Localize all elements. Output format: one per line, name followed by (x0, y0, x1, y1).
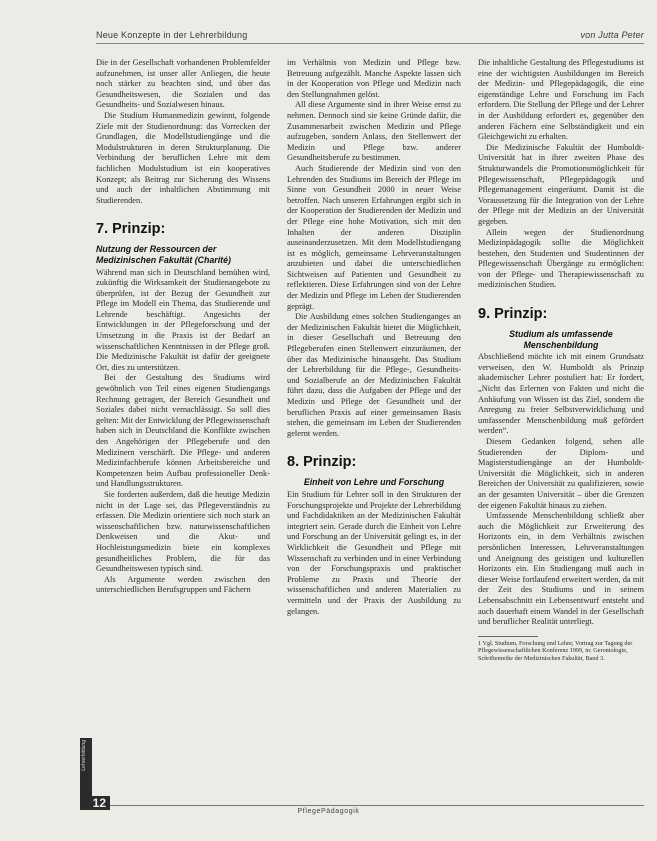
header-divider (96, 43, 644, 44)
running-head-left: Neue Konzepte in der Lehrerbildung (96, 30, 248, 40)
footnote-divider (478, 636, 538, 637)
paragraph: Ein Studium für Lehrer soll in den Strukturen der Forschungsprojekte und Projekte der Lehrerbildung und Fachdidaktiken an der Medizinischen Fakultät integriert sein. Gerade durch die Einheit von Lehre und Forschung an der Universität gelingt es, in der Wirklichkeit die Gesundheit und Pflege mit Wissenschaft zu verbinden und in einer Verbindung von der Forschungspraxis und praktischer Probleme zu Praxis und Theorie der wissenschaftlichen und anderen Materialien zu vermitteln und der Praxis der Ausbildung zu gelangen. (287, 489, 461, 616)
running-head-right: von Jutta Peter (580, 30, 644, 40)
paragraph: Sie forderten außerdem, daß die heutige Medizin nicht in der Lage sei, das Pflegeverständnis zu erfassen. Die Medizin orientiere sich noch stark an wissenschaftlichen bzw. naturwissenschaftlichen Denkweisen und die Akut- und Hochleistungsmedizin biete ein komplexes gesundheitliches Problem, die für das Gesundheitswesen typisch sind. (96, 489, 270, 574)
paragraph: All diese Argumente sind in ihrer Weise ernst zu nehmen. Dennoch sind sie keine Gründe dafür, die Zusammenarbeit zwischen Medizin und Pflege aufzugeben, sondern Anlass, den Stellenwert der Medizin und Pflege bzw. anderer Gesundheitsberufe zu bestimmen. (287, 100, 461, 163)
paragraph: Bei der Gestaltung des Studiums wird gewöhnlich von Teil eines eigenen Studiengangs Rechnung getragen, der Bereich Gesundheit und Soziales dabei nicht vernachlässigt. So soll dies gelten: Mit der Entwicklung der Pflegewissenschaft haben sich in Deutschland die Konflikte zwischen den Angehörigen der Pflegeberufe und den Medizinern verschärft. Die Pflege- und anderen Medizinfachberufe können Arbeitsbereiche und Kompetenzen beim Aufbau professioneller Denk- und Handlungsstrukturen. (96, 373, 270, 489)
paragraph: Allein wegen der Studienordnung Medizinpädagogik sollte die Möglichkeit bestehen, den Studenten und Studentinnen der Pflegewissenschaft Übergänge zu ermöglichen: von der Pflege- und Therapiewissenschaft zu medizinischen Studien. (478, 227, 644, 290)
section-subheading-9: Studium als umfassende Menschenbildung (509, 329, 613, 350)
text-column-1 (96, 58, 270, 801)
paragraph: Die Medizinische Fakultät der Humboldt-Universität hat in ihrer zweiten Phase des Strukturwandels die Promotionsmöglichkeit für Pflegewissenschaft, Pflegepädagogik und Pflegemanagement eingeräumt. Damit ist die Voraussetzung für die Integration von der Lehre der Pflege mit der Medizin an der Universität gegeben. (478, 142, 644, 226)
running-head (96, 30, 644, 44)
section-heading-7: 7. Prinzip: (96, 221, 166, 238)
section-heading-9: 9. Prinzip: (478, 306, 548, 323)
paragraph: Die inhaltliche Gestaltung des Pflegestudiums ist eine der wichtigsten Ausbildungen im Bereich der Medizin- und Pflegepädagogik, die eine eigenständige Lehre und Forschung im Fach erfordern. Die Stellung der Pflege und der Lehrer in der Ausbildung erfordert es, gegenüber den anderen Fächern eine Selbständigkeit und ein Gleichgewicht zu erhalten. (478, 58, 644, 142)
side-tab (80, 738, 92, 796)
paragraph: Während man sich in Deutschland bemühen wird, zukünftig die Wirksamkeit der Studienangebote zu überprüfen, ist der Bezug der Gesundheit zur Pflege im Modell ein Thema, das Studierende und Lehrende beschäftigt. Angesichts der Entwicklungen in der Pflegeforschung und der Umsetzung in die Praxis ist der Bedarf an wissenschaftlichen Kenntnissen in der Pflege groß. Die Medizinische Fakultät ist dafür der geeignete Ort, dies zu unterstützen. (96, 267, 270, 372)
side-tab-label: Lehrerbildung (81, 740, 87, 771)
footer-divider (110, 805, 644, 806)
text-column-2 (287, 58, 461, 801)
page-number: 12 (80, 796, 110, 810)
paragraph: Umfassende Menschenbildung schließt aber auch die Möglichkeit zur Erweiterung des Horizonts ein, in dem Verhältnis zwischen persönlichen Interessen, Lehrveranstaltungen und Aneignung des geistigen und kulturellen Horizonts ein. Ein Studiengang muß auch in dieser Weise fortlaufend erweitert werden, da mit der Zeit des Studiums und in seinem Lebensabschnitt ein Lebensentwurf entsteht und auch dauerhaft einem Wandel in der Gesellschaft und beruflicher Realität unterliegt. (478, 511, 644, 627)
paragraph: Auch Studierende der Medizin sind von den Lehrenden des Studiums im Bereich der Pflege im Sinne von Gesundheit 2000 in neuer Weise betroffen. Nach unseren Erfahrungen ergibt sich in der Kooperation der Studierenden der Medizin und der Pflege eine hohe Motivation, sich mit den Inhalten der anderen Disziplin auseinanderzusetzen. Mit dem Modellstudiengang ist es möglich, gemeinsame Lehrveranstaltungen anzubieten und dabei die unterschiedlichen Sichtweisen auf Patienten und Gesundheit zu reflektieren. Diese Erfahrungen sind von der Lehre der Medizin und Pflege im Leben der Studierenden geprägt. (287, 163, 461, 311)
paragraph: Die Studium Humanmedizin gewinnt, folgende Ziele mit der Studienordnung: das Vorrecken der Grundlagen, die Modellstudiengänge und die Modulstrukturen in deren Strukturplanung. Die Verbindung der beruflichen Lehre mit dem fachlichen Modulstudium ist ein kooperatives Konzept; als Beitrag zur Sicherung des Wissens und auch der inhaltlichen Abstimmung mit Studierenden. (96, 110, 270, 205)
section-subheading-8: Einheit von Lehre und Forschung (303, 477, 445, 488)
paragraph: im Verhältnis von Medizin und Pflege bzw. Betreuung aufgezählt. Manche Aspekte lassen sich in der Kooperation von Pflege und Medizin nach den Stellungnahmen gelöst. (287, 58, 461, 99)
section-heading-8: 8. Prinzip: (287, 454, 357, 471)
footnote: 1 Vgl. Studium, Forschung und Lehre; Vortrag zur Tagung der Pflegewissenschaftlichen Konferenz 1999, in: Gerontologie, Schriftenreihe der Medizinischen Fakultät, Band 3. (478, 639, 633, 662)
paragraph: Als Argumente werden zwischen den unterschiedlichen Berufsgruppen und Fächern (96, 574, 270, 595)
section-subheading-7: Nutzung der Ressourcen der Medizinischen Fakultät (Charité) (96, 244, 231, 265)
journal-name: PflegePädagogik (297, 808, 360, 815)
paragraph: Die in der Gesellschaft vorhandenen Problemfelder aufzunehmen, ist unser aller Anliegen, die heute noch stärker zu beachten sind, und über das Gesundheitswesen, die Sozialen und das Gesundheits- und Sozialwesen hinaus. (96, 58, 270, 110)
text-column-3 (478, 58, 644, 801)
paragraph: Die Ausbildung eines solchen Studienganges an der Medizinischen Fakultät bietet die Möglichkeit, in dieser Gesellschaft und Betreuung den Pflegeberufen einen Stellenwert einzuräumen, der über das Medizinische hinausgeht. Das Studium der Lehrerbildung für die Pflege-, Gesundheits- und Sozialberufe an der Medizinischen Fakultät führt dazu, dass die Aufgaben der Pflege und der Medizin und Pflege der Gesundheit und der beruflichen Praxis auf einer gemeinsamen Basis stehen, die gemeinsam im Leben der Studierenden gelernt werden. (287, 312, 461, 438)
paragraph: Abschließend möchte ich mit einem Grundsatz verweisen, den W. Humboldt als Prinzip akademischer Lehrer postuliert hat: Er fordert, „Nicht das Erlernen von Fakten und nicht die Anhäufung von Wissen ist das Ziel, sondern die Anregung zu freier Selbstverwirklichung und umfassender Menschenbildung muß gefördert werden“. (478, 352, 644, 436)
paragraph: Diesem Gedanken folgend, sehen alle Studierenden der Diplom- und Magisterstudiengänge an der Humboldt-Universität die Möglichkeit, sich in anderen Bereichen der Universität zu qualifizieren, sowie an der gesamten Universität – über die Grenzen der eigenen Fakultät hinaus zu ziehen. (478, 437, 644, 510)
